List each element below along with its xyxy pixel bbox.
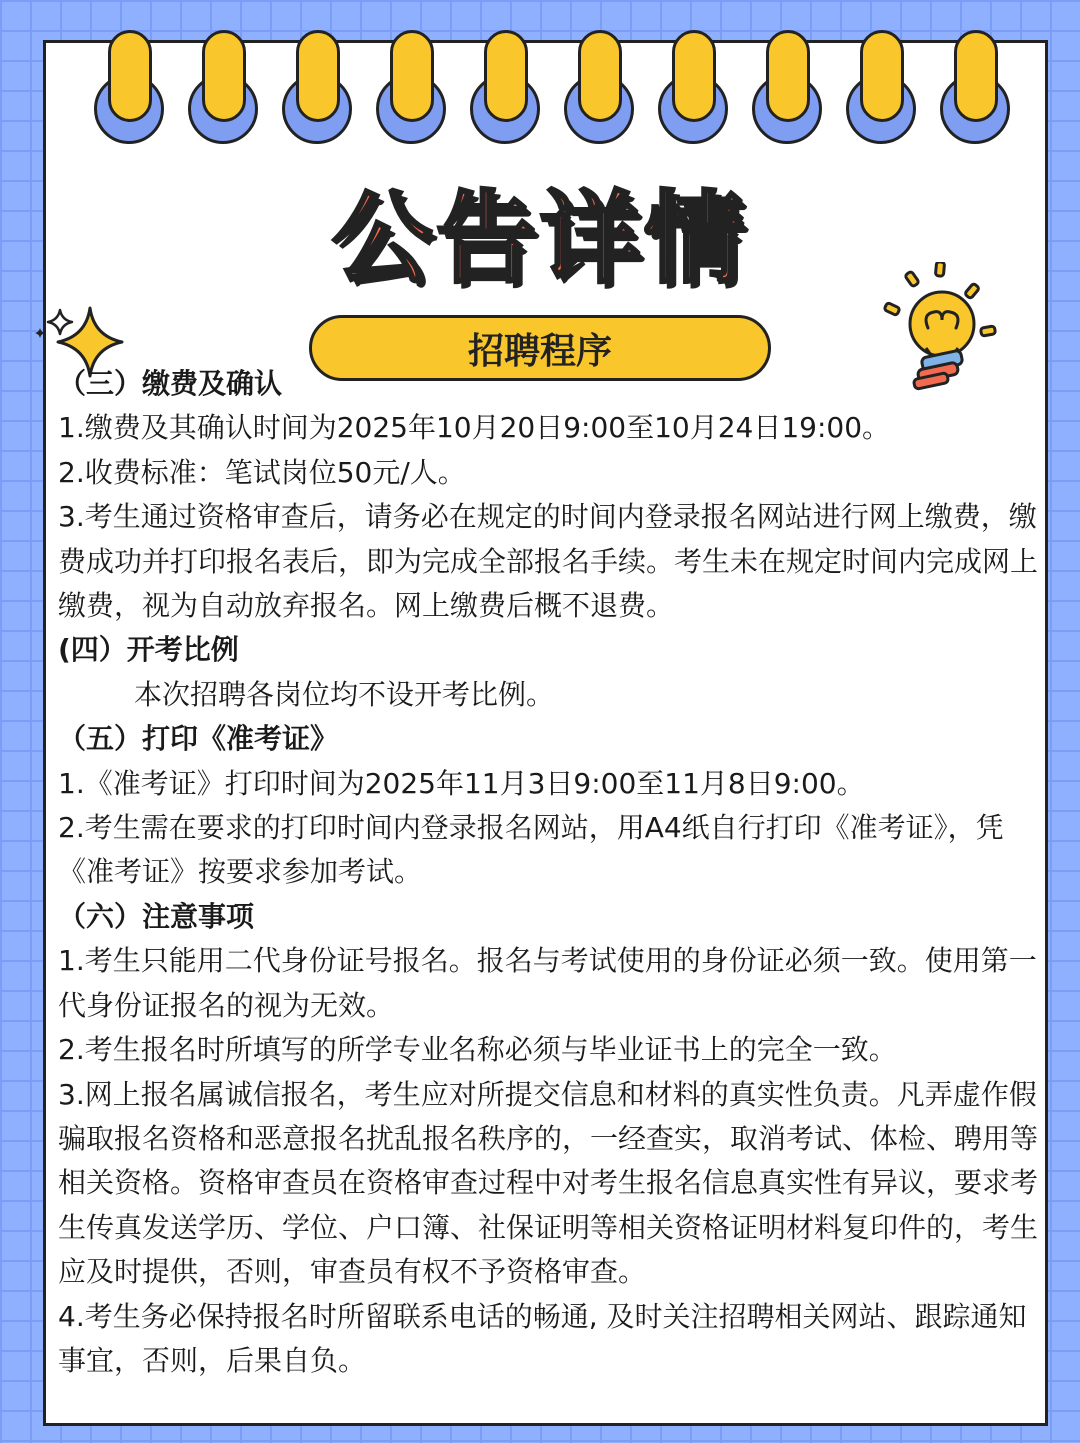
list-item: 1.缴费及其确认时间为2025年10月20日9:00至10月24日19:00。: [58, 411, 891, 445]
list-item: 4.考生务必保持报名时所留联系电话的畅通, 及时关注招聘相关网站、跟踪通知事宜，否则，后果自负。: [58, 1299, 1027, 1377]
list-item: 2.考生需在要求的打印时间内登录报名网站，用A4纸自行打印《准考证》，凭《准考证》按要求参加考试。: [58, 811, 1004, 889]
notebook-ring-icon: [108, 30, 152, 122]
page-title: 公告详情: [332, 180, 748, 297]
list-item: 3.考生通过资格审查后，请务必在规定的时间内登录报名网站进行网上缴费，缴费成功并打印报名表后，即为完成全部报名手续。考生未在规定时间内完成网上缴费，视为自动放弃报名。网上缴费后概不退费。: [58, 500, 1039, 623]
notebook-ring-icon: [860, 30, 904, 122]
section-heading: （三）缴费及确认: [58, 367, 283, 400]
list-item: 1.考生只能用二代身份证号报名。报名与考试使用的身份证必须一致。使用第一代身份证报名的视为无效。: [58, 944, 1037, 1022]
notebook-ring-icon: [672, 30, 716, 122]
list-item: 2.考生报名时所填写的所学专业名称必须与毕业证书上的完全一致。: [58, 1033, 897, 1067]
list-item: 3.网上报名属诚信报名，考生应对所提交信息和材料的真实性负责。凡弄虚作假骗取报名资格和恶意报名扰乱报名秩序的，一经查实，取消考试、体检、聘用等相关资格。资格审查员在资格审查过程中对考生报名信息真实性有异议，要求考生传真发送学历、学位、户口簿、社保证明等相关资格证明材料复印件的，考生应及时提供，否则，审查员有权不予资格审查。: [58, 1077, 1039, 1289]
notebook-ring-icon: [296, 30, 340, 122]
notebook-ring-icon: [766, 30, 810, 122]
notebook-ring-icon: [390, 30, 434, 122]
section-heading: （五）打印《准考证》: [58, 722, 339, 756]
notebook-ring-icon: [954, 30, 998, 122]
section-badge-label: 招聘程序: [467, 330, 612, 372]
list-item: 本次招聘各岗位均不设开考比例。: [134, 677, 555, 711]
section-heading: （六）注意事项: [58, 899, 255, 933]
section-heading: (四）开考比例: [58, 633, 239, 667]
notebook-ring-icon: [202, 30, 246, 122]
notebook-ring-icon: [484, 30, 528, 122]
list-item: 2.收费标准：笔试岗位50元/人。: [58, 455, 466, 489]
notebook-ring-icon: [578, 30, 622, 122]
announcement-body: [58, 362, 1043, 1383]
list-item: 1.《准考证》打印时间为2025年11月3日9:00至11月8日9:00。: [58, 766, 865, 800]
